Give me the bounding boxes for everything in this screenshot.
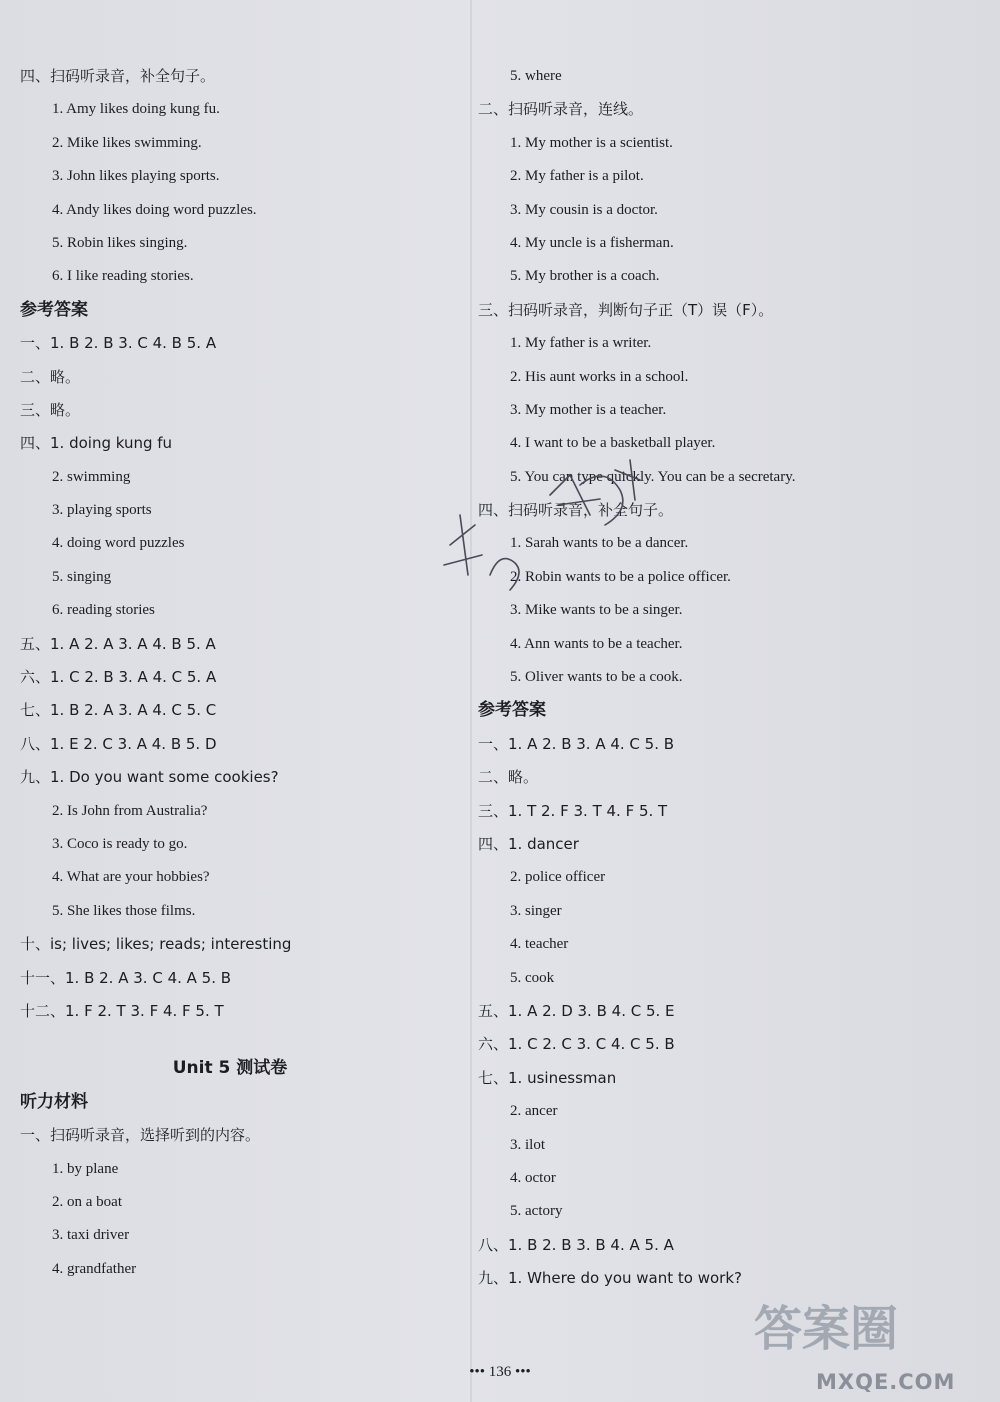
section-heading: 一、扫码听录音，选择听到的内容。	[20, 1126, 261, 1145]
list-item: 4. Andy likes doing word puzzles.	[52, 201, 257, 218]
answer-line: 七、1. usinessman	[478, 1068, 617, 1087]
answer-subline: 2. police officer	[510, 869, 606, 886]
list-item: 5. You can type quickly. You can be a secretary.	[510, 468, 796, 485]
answer-line: 九、1. Do you want some cookies?	[20, 768, 279, 787]
answer-line: 四、1. dancer	[478, 834, 579, 853]
answer-line: 二、略。	[478, 768, 539, 787]
list-item: 3. My cousin is a doctor.	[510, 201, 658, 218]
answer-subline: 5. actory	[510, 1203, 563, 1220]
answer-line: 三、略。	[20, 400, 81, 419]
answer-line: 二、略。	[20, 367, 81, 386]
watermark-logo: 答案圈	[754, 1301, 899, 1357]
list-item: 5. where	[510, 68, 562, 84]
answer-line: 七、1. B 2. A 3. A 4. C 5. C	[20, 701, 217, 720]
answer-line: 六、1. C 2. C 3. C 4. C 5. B	[478, 1035, 675, 1054]
answer-line: 一、1. B 2. B 3. C 4. B 5. A	[20, 334, 217, 353]
answer-subline: 2. swimming	[52, 468, 131, 485]
page-number: ••• 136 •••	[469, 1364, 531, 1380]
answer-subline: 3. playing sports	[52, 502, 152, 519]
list-item: 2. on a boat	[52, 1193, 122, 1210]
list-item: 1. My mother is a scientist.	[510, 134, 673, 151]
answer-line: 五、1. A 2. A 3. A 4. B 5. A	[20, 634, 216, 653]
list-item: 2. My father is a pilot.	[510, 168, 644, 185]
handwriting-scribble	[430, 455, 660, 615]
list-item: 1. My father is a writer.	[510, 335, 652, 352]
site-watermark	[744, 1290, 994, 1400]
answer-subline: 2. Is John from Australia?	[52, 802, 208, 819]
answer-line: 九、1. Where do you want to work?	[478, 1269, 742, 1288]
answer-line: 五、1. A 2. D 3. B 4. C 5. E	[478, 1001, 675, 1020]
answer-subline: 4. What are your hobbies?	[52, 869, 210, 886]
answer-subline: 3. Coco is ready to go.	[52, 835, 188, 852]
watermark-text: MXQE.COM	[816, 1370, 956, 1394]
right-column	[478, 60, 838, 1295]
list-item: 5. My brother is a coach.	[510, 268, 660, 285]
list-item: 2. Mike likes swimming.	[52, 134, 202, 151]
list-item: 3. Mike wants to be a singer.	[510, 602, 683, 619]
answer-line: 八、1. E 2. C 3. A 4. B 5. D	[20, 734, 217, 753]
list-item: 4. Ann wants to be a teacher.	[510, 635, 683, 652]
answer-subline: 5. She likes those films.	[52, 902, 196, 919]
list-item: 2. Robin wants to be a police officer.	[510, 568, 731, 585]
answer-subline: 3. singer	[510, 902, 562, 919]
answer-line: 一、1. A 2. B 3. A 4. C 5. B	[478, 734, 675, 753]
answer-subline: 4. doing word puzzles	[52, 535, 185, 552]
list-item: 3. John likes playing sports.	[52, 168, 220, 185]
answer-line: 三、1. T 2. F 3. T 4. F 5. T	[478, 801, 668, 820]
list-item: 6. I like reading stories.	[52, 268, 194, 285]
list-item: 4. My uncle is a fisherman.	[510, 234, 674, 251]
section-heading: 四、扫码听录音，补全句子。	[20, 67, 216, 85]
answer-subline: 6. reading stories	[52, 602, 155, 619]
answer-subline: 3. ilot	[510, 1136, 546, 1153]
answer-line: 六、1. C 2. B 3. A 4. C 5. A	[20, 668, 217, 687]
answer-line: 十一、1. B 2. A 3. C 4. A 5. B	[20, 968, 232, 987]
answer-subline: 5. cook	[510, 969, 555, 986]
left-column	[20, 60, 440, 1286]
answer-subline: 4. teacher	[510, 936, 569, 953]
listening-heading: 听力材料	[20, 1091, 88, 1112]
list-item: 4. I want to be a basketball player.	[510, 435, 716, 452]
section-heading: 二、扫码听录音，连线。	[478, 100, 644, 119]
answers-heading: 参考答案	[478, 700, 546, 721]
list-item: 1. Sarah wants to be a dancer.	[510, 535, 689, 552]
answer-line: 十、is; lives; likes; reads; interesting	[20, 935, 292, 954]
answer-line: 八、1. B 2. B 3. B 4. A 5. A	[478, 1235, 674, 1254]
section-heading: 三、扫码听录音，判断句子正（T）误（F）。	[478, 300, 774, 319]
answer-line: 十二、1. F 2. T 3. F 4. F 5. T	[20, 1001, 224, 1020]
answer-line: 四、1. doing kung fu	[20, 434, 173, 453]
unit-title: Unit 5 测试卷	[172, 1058, 288, 1079]
list-item: 2. His aunt works in a school.	[510, 368, 689, 385]
list-item: 1. by plane	[52, 1160, 119, 1177]
list-item: 3. taxi driver	[52, 1227, 130, 1244]
answers-heading: 参考答案	[20, 299, 88, 320]
list-item: 5. Oliver wants to be a cook.	[510, 669, 683, 686]
answer-subline: 2. ancer	[510, 1103, 558, 1120]
list-item: 5. Robin likes singing.	[52, 234, 188, 251]
page-fold	[470, 0, 472, 1402]
list-item: 1. Amy likes doing kung fu.	[52, 101, 220, 118]
list-item: 3. My mother is a teacher.	[510, 401, 667, 418]
answer-subline: 5. singing	[52, 568, 112, 585]
section-heading: 四、扫码听录音，补全句子。	[478, 501, 674, 520]
answer-subline: 4. octor	[510, 1169, 556, 1186]
list-item: 4. grandfather	[52, 1260, 137, 1277]
